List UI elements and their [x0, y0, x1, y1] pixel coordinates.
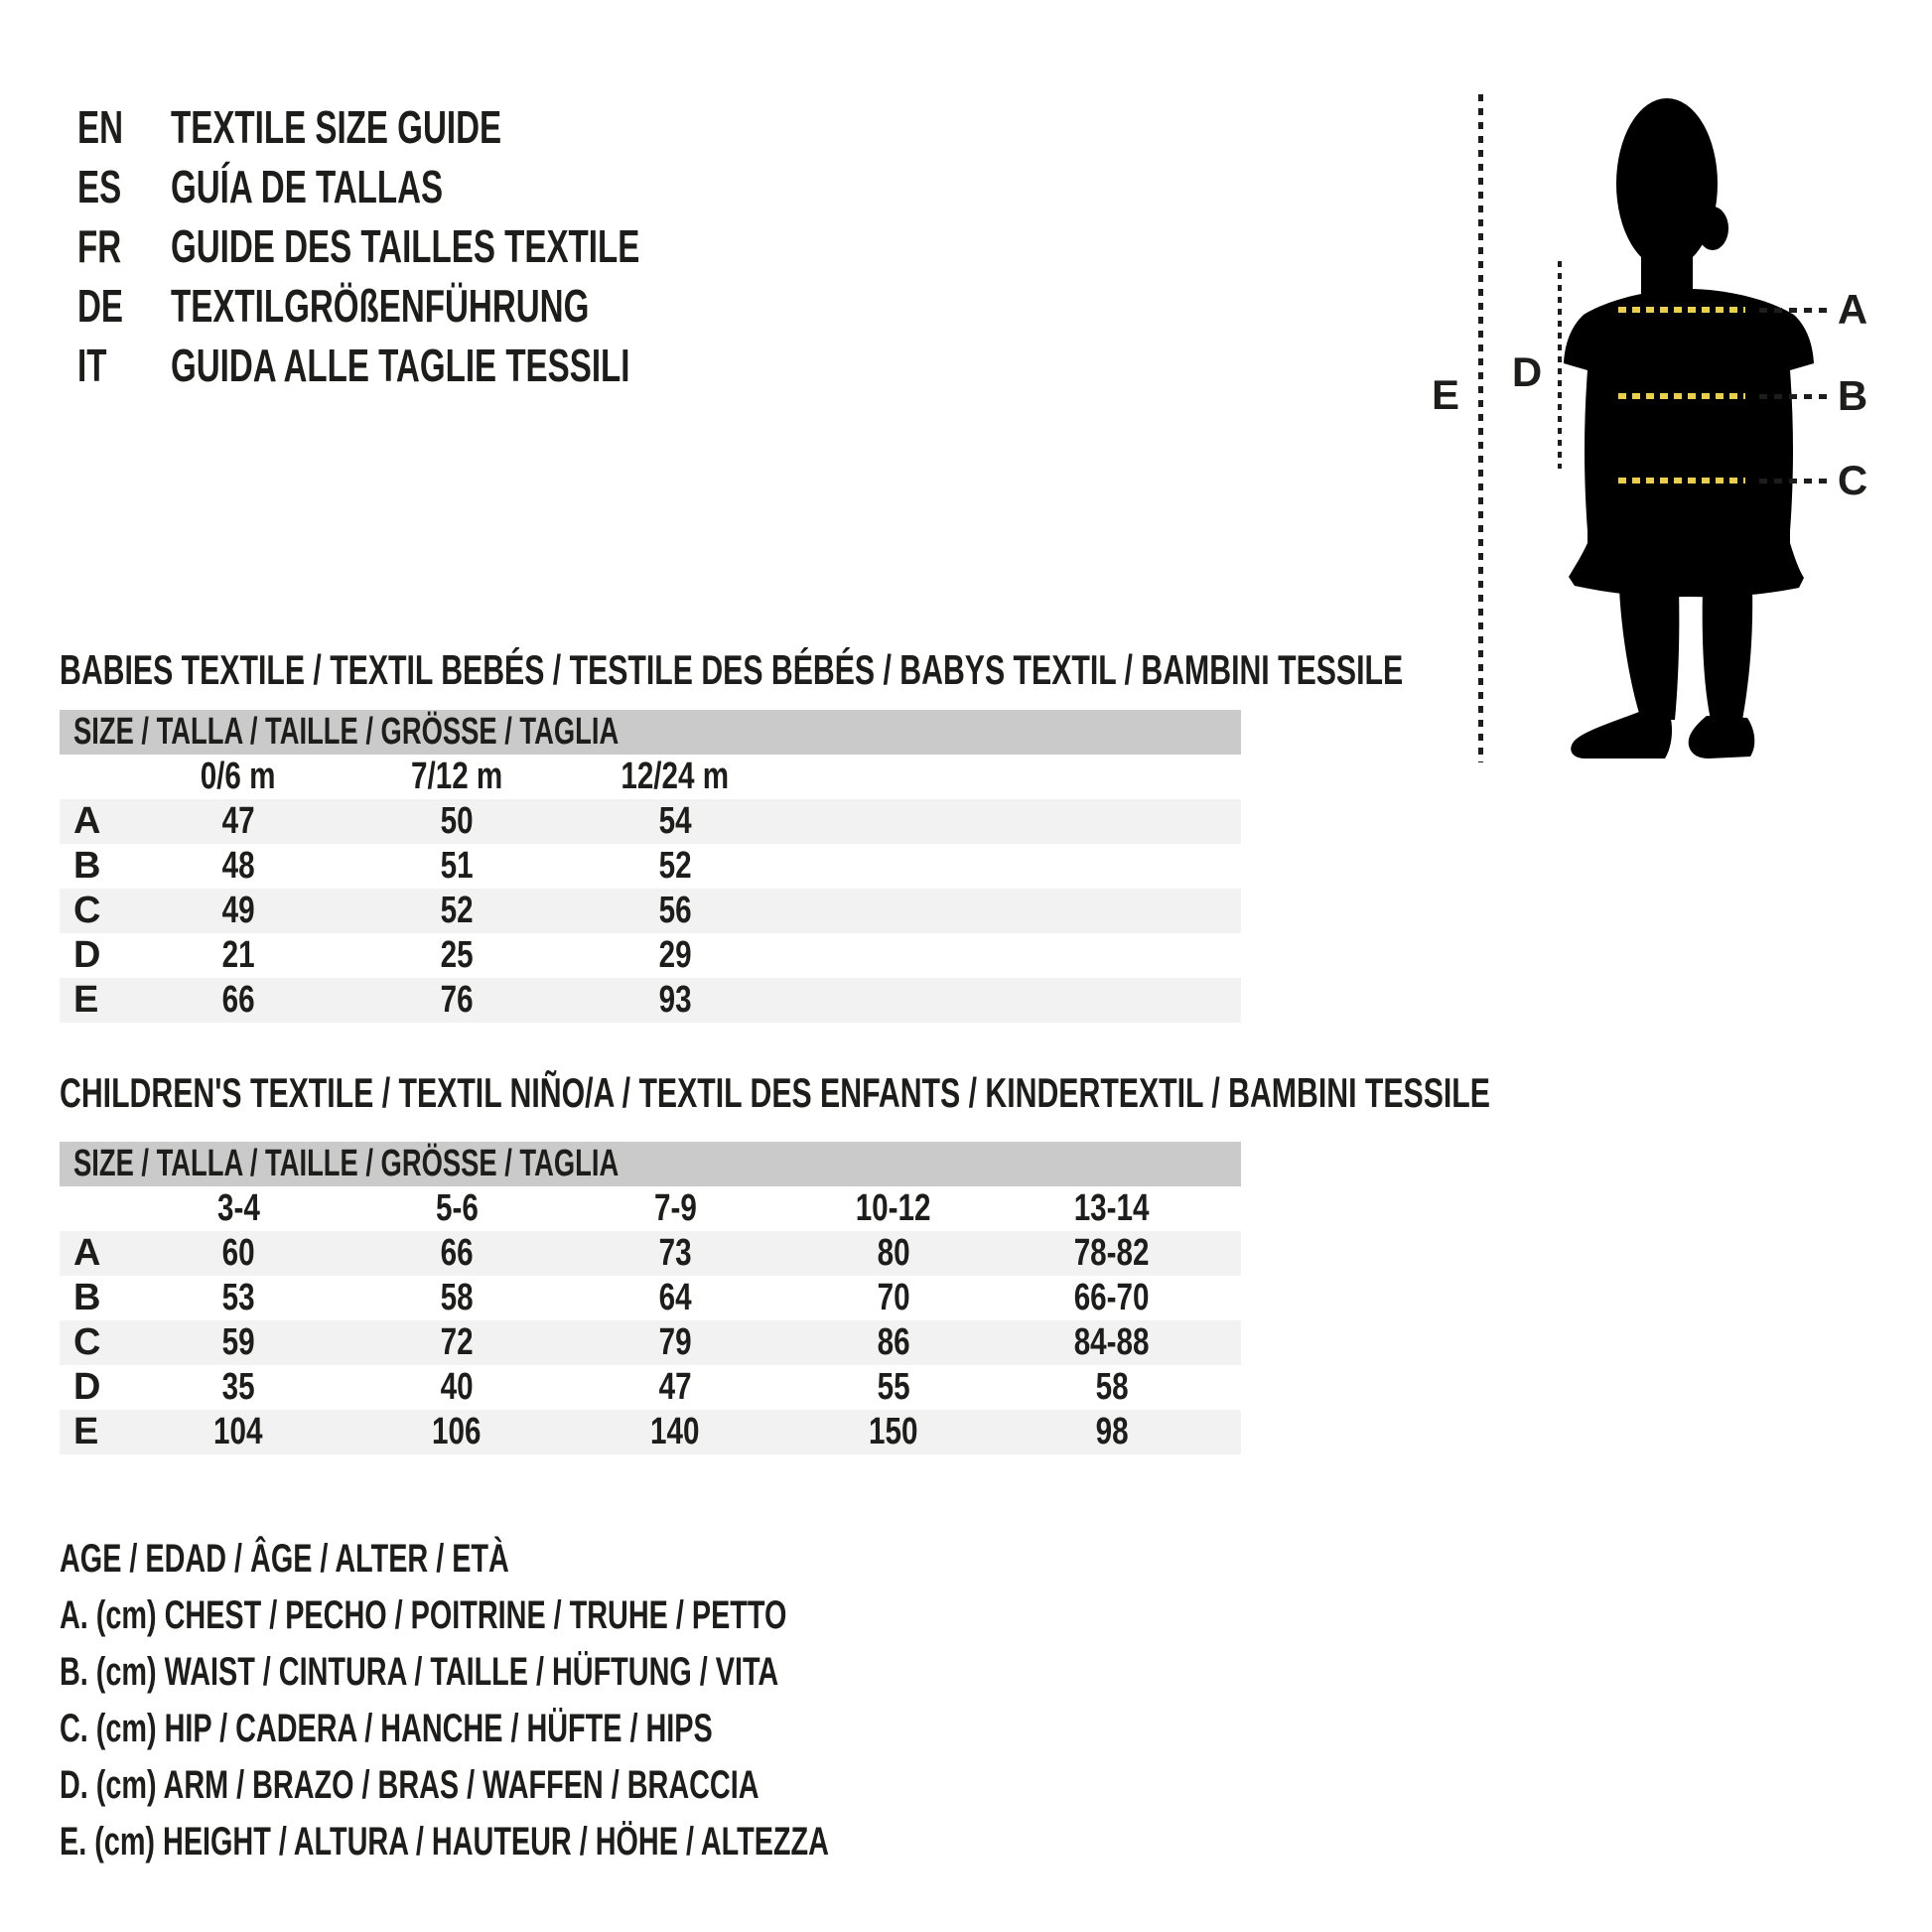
lang-title: TEXTILGRÖßENFÜHRUNG	[171, 280, 590, 332]
cell: 76	[440, 979, 474, 1021]
table-row	[60, 1276, 1241, 1320]
column-header: 5-6	[435, 1187, 479, 1229]
column-header: 7-9	[653, 1187, 697, 1229]
cell: 60	[221, 1232, 255, 1274]
lang-title: GUIDA ALLE TAGLIE TESSILI	[171, 340, 630, 391]
hip-measure-yellow-line	[1618, 478, 1745, 483]
cell: 93	[658, 979, 692, 1021]
legend-arm: D. (cm) ARM / BRAZO / BRAS / WAFFEN / BRACCIA	[60, 1763, 759, 1807]
cell: 56	[658, 890, 692, 931]
lang-code: EN	[77, 101, 124, 153]
cell: 58	[440, 1277, 474, 1318]
cell: 52	[658, 845, 692, 887]
cell: 86	[877, 1321, 910, 1363]
cell: 51	[440, 845, 474, 887]
column-header: 12/24 m	[621, 756, 730, 797]
cell: 47	[658, 1366, 692, 1408]
cell: 66	[221, 979, 255, 1021]
column-header: 10-12	[856, 1187, 931, 1229]
children-section-heading: CHILDREN'S TEXTILE / TEXTIL NIÑO/A / TEXTIL DES ENFANTS / KINDERTEXTIL / BAMBINI TESSILE	[60, 1069, 1490, 1116]
cell: 84-88	[1074, 1321, 1150, 1363]
cell: 79	[658, 1321, 692, 1363]
lang-row-en	[77, 103, 630, 151]
cell: 78-82	[1074, 1232, 1150, 1274]
cell: 50	[440, 800, 474, 842]
lang-code: FR	[77, 220, 122, 272]
hip-measure-dotted-line	[1759, 479, 1829, 483]
column-header-row	[60, 1186, 1241, 1231]
legend-hip: C. (cm) HIP / CADERA / HANCHE / HÜFTE / HIPS	[60, 1707, 713, 1750]
babies-section-heading: BABIES TEXTILE / TEXTIL BEBÉS / TESTILE DES BÉBÉS / BABYS TEXTIL / BAMBINI TESSILE	[60, 646, 1404, 693]
lang-title: GUIDE DES TAILLES TEXTILE	[171, 220, 640, 272]
column-header: 0/6 m	[201, 756, 276, 797]
row-label: D	[73, 934, 101, 976]
lang-row-fr	[77, 222, 822, 270]
cell: 64	[658, 1277, 692, 1318]
silhouette-ear	[1697, 207, 1728, 250]
cell: 66	[440, 1232, 474, 1274]
lang-row-it	[77, 342, 808, 389]
measure-label-b: B	[1837, 372, 1868, 419]
chest-measure-dotted-line	[1759, 308, 1829, 313]
column-header: 3-4	[216, 1187, 260, 1229]
cell: 53	[221, 1277, 255, 1318]
measure-label-a: A	[1837, 286, 1868, 333]
lang-code: IT	[77, 340, 107, 391]
legend-chest: A. (cm) CHEST / PECHO / POITRINE / TRUHE / PETTO	[60, 1593, 787, 1637]
silhouette-left-shoe	[1571, 712, 1672, 759]
row-label-spacer	[60, 755, 129, 799]
row-label: E	[73, 1411, 99, 1452]
row-label-spacer	[60, 1186, 129, 1231]
table-row	[60, 1410, 1241, 1454]
silhouette-shorts	[1569, 543, 1804, 597]
cell: 54	[658, 800, 692, 842]
silhouette-torso	[1564, 289, 1814, 553]
waist-measure-yellow-line	[1618, 393, 1745, 399]
cell: 52	[440, 890, 474, 931]
measure-label-c: C	[1837, 457, 1868, 503]
size-header-bar: SIZE / TALLA / TAILLE / GRÖSSE / TAGLIA	[60, 710, 1241, 755]
size-header-bar: SIZE / TALLA / TAILLE / GRÖSSE / TAGLIA	[60, 1142, 1241, 1186]
babies-size-table	[60, 710, 1241, 1023]
cell: 80	[877, 1232, 910, 1274]
measure-label-e: E	[1431, 371, 1459, 418]
cell: 35	[221, 1366, 255, 1408]
lang-code: ES	[77, 161, 122, 212]
cell: 48	[221, 845, 255, 887]
row-label: B	[73, 1277, 101, 1318]
cell: 104	[213, 1411, 263, 1452]
row-label: E	[73, 979, 99, 1021]
table-row	[60, 1231, 1241, 1276]
waist-measure-dotted-line	[1759, 394, 1829, 399]
measure-label-d: D	[1511, 348, 1543, 395]
row-label: C	[73, 1321, 101, 1363]
table-row	[60, 1365, 1241, 1410]
column-header: 7/12 m	[410, 756, 503, 797]
column-header: 13-14	[1074, 1187, 1150, 1229]
cell: 29	[658, 934, 692, 976]
lang-row-es	[77, 163, 549, 210]
lang-title: TEXTILE SIZE GUIDE	[171, 101, 502, 153]
silhouette-right-shoe	[1689, 716, 1755, 759]
column-header-row	[60, 755, 1241, 799]
row-label: C	[73, 890, 101, 931]
cell: 73	[658, 1232, 692, 1274]
chest-measure-yellow-line	[1618, 307, 1745, 313]
lang-title: GUÍA DE TALLAS	[171, 161, 444, 212]
table-row	[60, 889, 1241, 933]
children-size-table	[60, 1142, 1241, 1454]
cell: 21	[221, 934, 255, 976]
cell: 25	[440, 934, 474, 976]
cell: 150	[869, 1411, 918, 1452]
table-row	[60, 1320, 1241, 1365]
cell: 70	[877, 1277, 910, 1318]
table-row	[60, 844, 1241, 889]
table-row	[60, 933, 1241, 978]
cell: 140	[650, 1411, 700, 1452]
row-label: A	[73, 800, 101, 842]
row-label: A	[73, 1232, 101, 1274]
cell: 106	[432, 1411, 482, 1452]
cell: 98	[1095, 1411, 1129, 1452]
table-row	[60, 978, 1241, 1023]
lang-row-de	[77, 282, 752, 330]
cell: 47	[221, 800, 255, 842]
cell: 59	[221, 1321, 255, 1363]
cell: 49	[221, 890, 255, 931]
cell: 55	[877, 1366, 910, 1408]
legend-height: E. (cm) HEIGHT / ALTURA / HAUTEUR / HÖHE / ALTEZZA	[60, 1820, 829, 1863]
cell: 40	[440, 1366, 474, 1408]
cell: 58	[1095, 1366, 1129, 1408]
table-row	[60, 799, 1241, 844]
row-label: D	[73, 1366, 101, 1408]
row-label: B	[73, 845, 101, 887]
legend-age: AGE / EDAD / ÂGE / ALTER / ETÀ	[60, 1537, 509, 1581]
lang-code: DE	[77, 280, 124, 332]
cell: 72	[440, 1321, 474, 1363]
cell: 66-70	[1074, 1277, 1150, 1318]
legend-waist: B. (cm) WAIST / CINTURA / TAILLE / HÜFTUNG / VITA	[60, 1650, 779, 1694]
